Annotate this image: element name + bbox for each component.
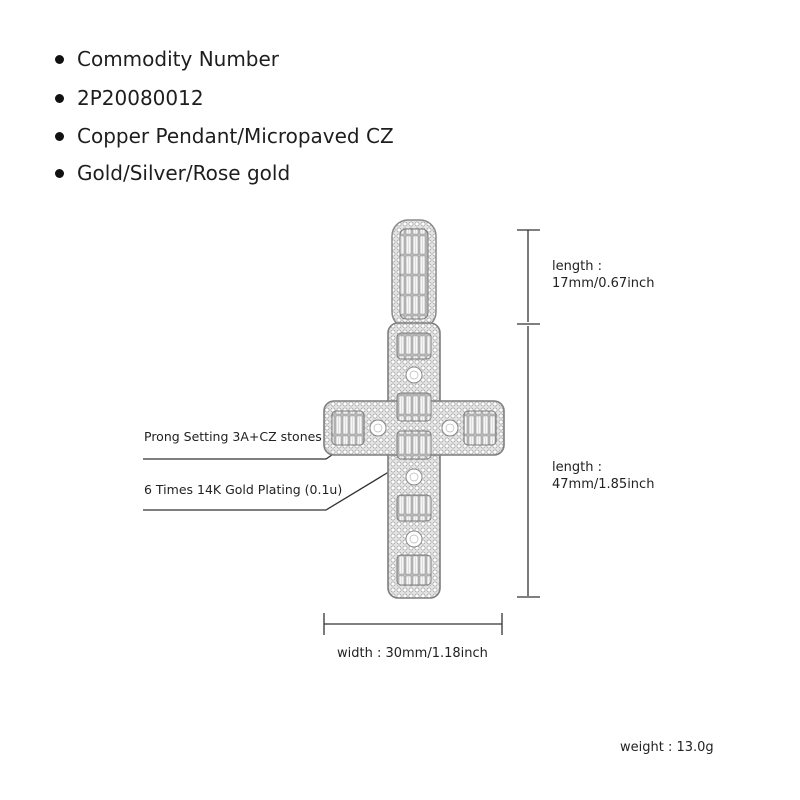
- callout-prong-setting: Prong Setting 3A+CZ stones: [144, 429, 322, 444]
- width-label: width : 30mm/1.18inch: [337, 646, 488, 661]
- spec-label: Gold/Silver/Rose gold: [77, 161, 291, 185]
- length-2-value: 47mm/1.85inch: [552, 477, 655, 492]
- spec-label: Commodity Number: [77, 47, 280, 71]
- cross-pendant-image: [300, 215, 520, 610]
- length-1-value: 17mm/0.67inch: [552, 276, 655, 291]
- weight-label: weight : 13.0g: [620, 740, 714, 755]
- spec-label: Copper Pendant/Micropaved CZ: [77, 124, 394, 148]
- spec-label: 2P20080012: [77, 86, 204, 110]
- length-2-caption: length :: [552, 460, 602, 475]
- callout-gold-plating: 6 Times 14K Gold Plating (0.1u): [144, 482, 343, 497]
- length-2-label: [552, 459, 654, 493]
- length-1-caption: length :: [552, 259, 602, 274]
- bail: [392, 220, 436, 328]
- length-1-label: [552, 258, 654, 292]
